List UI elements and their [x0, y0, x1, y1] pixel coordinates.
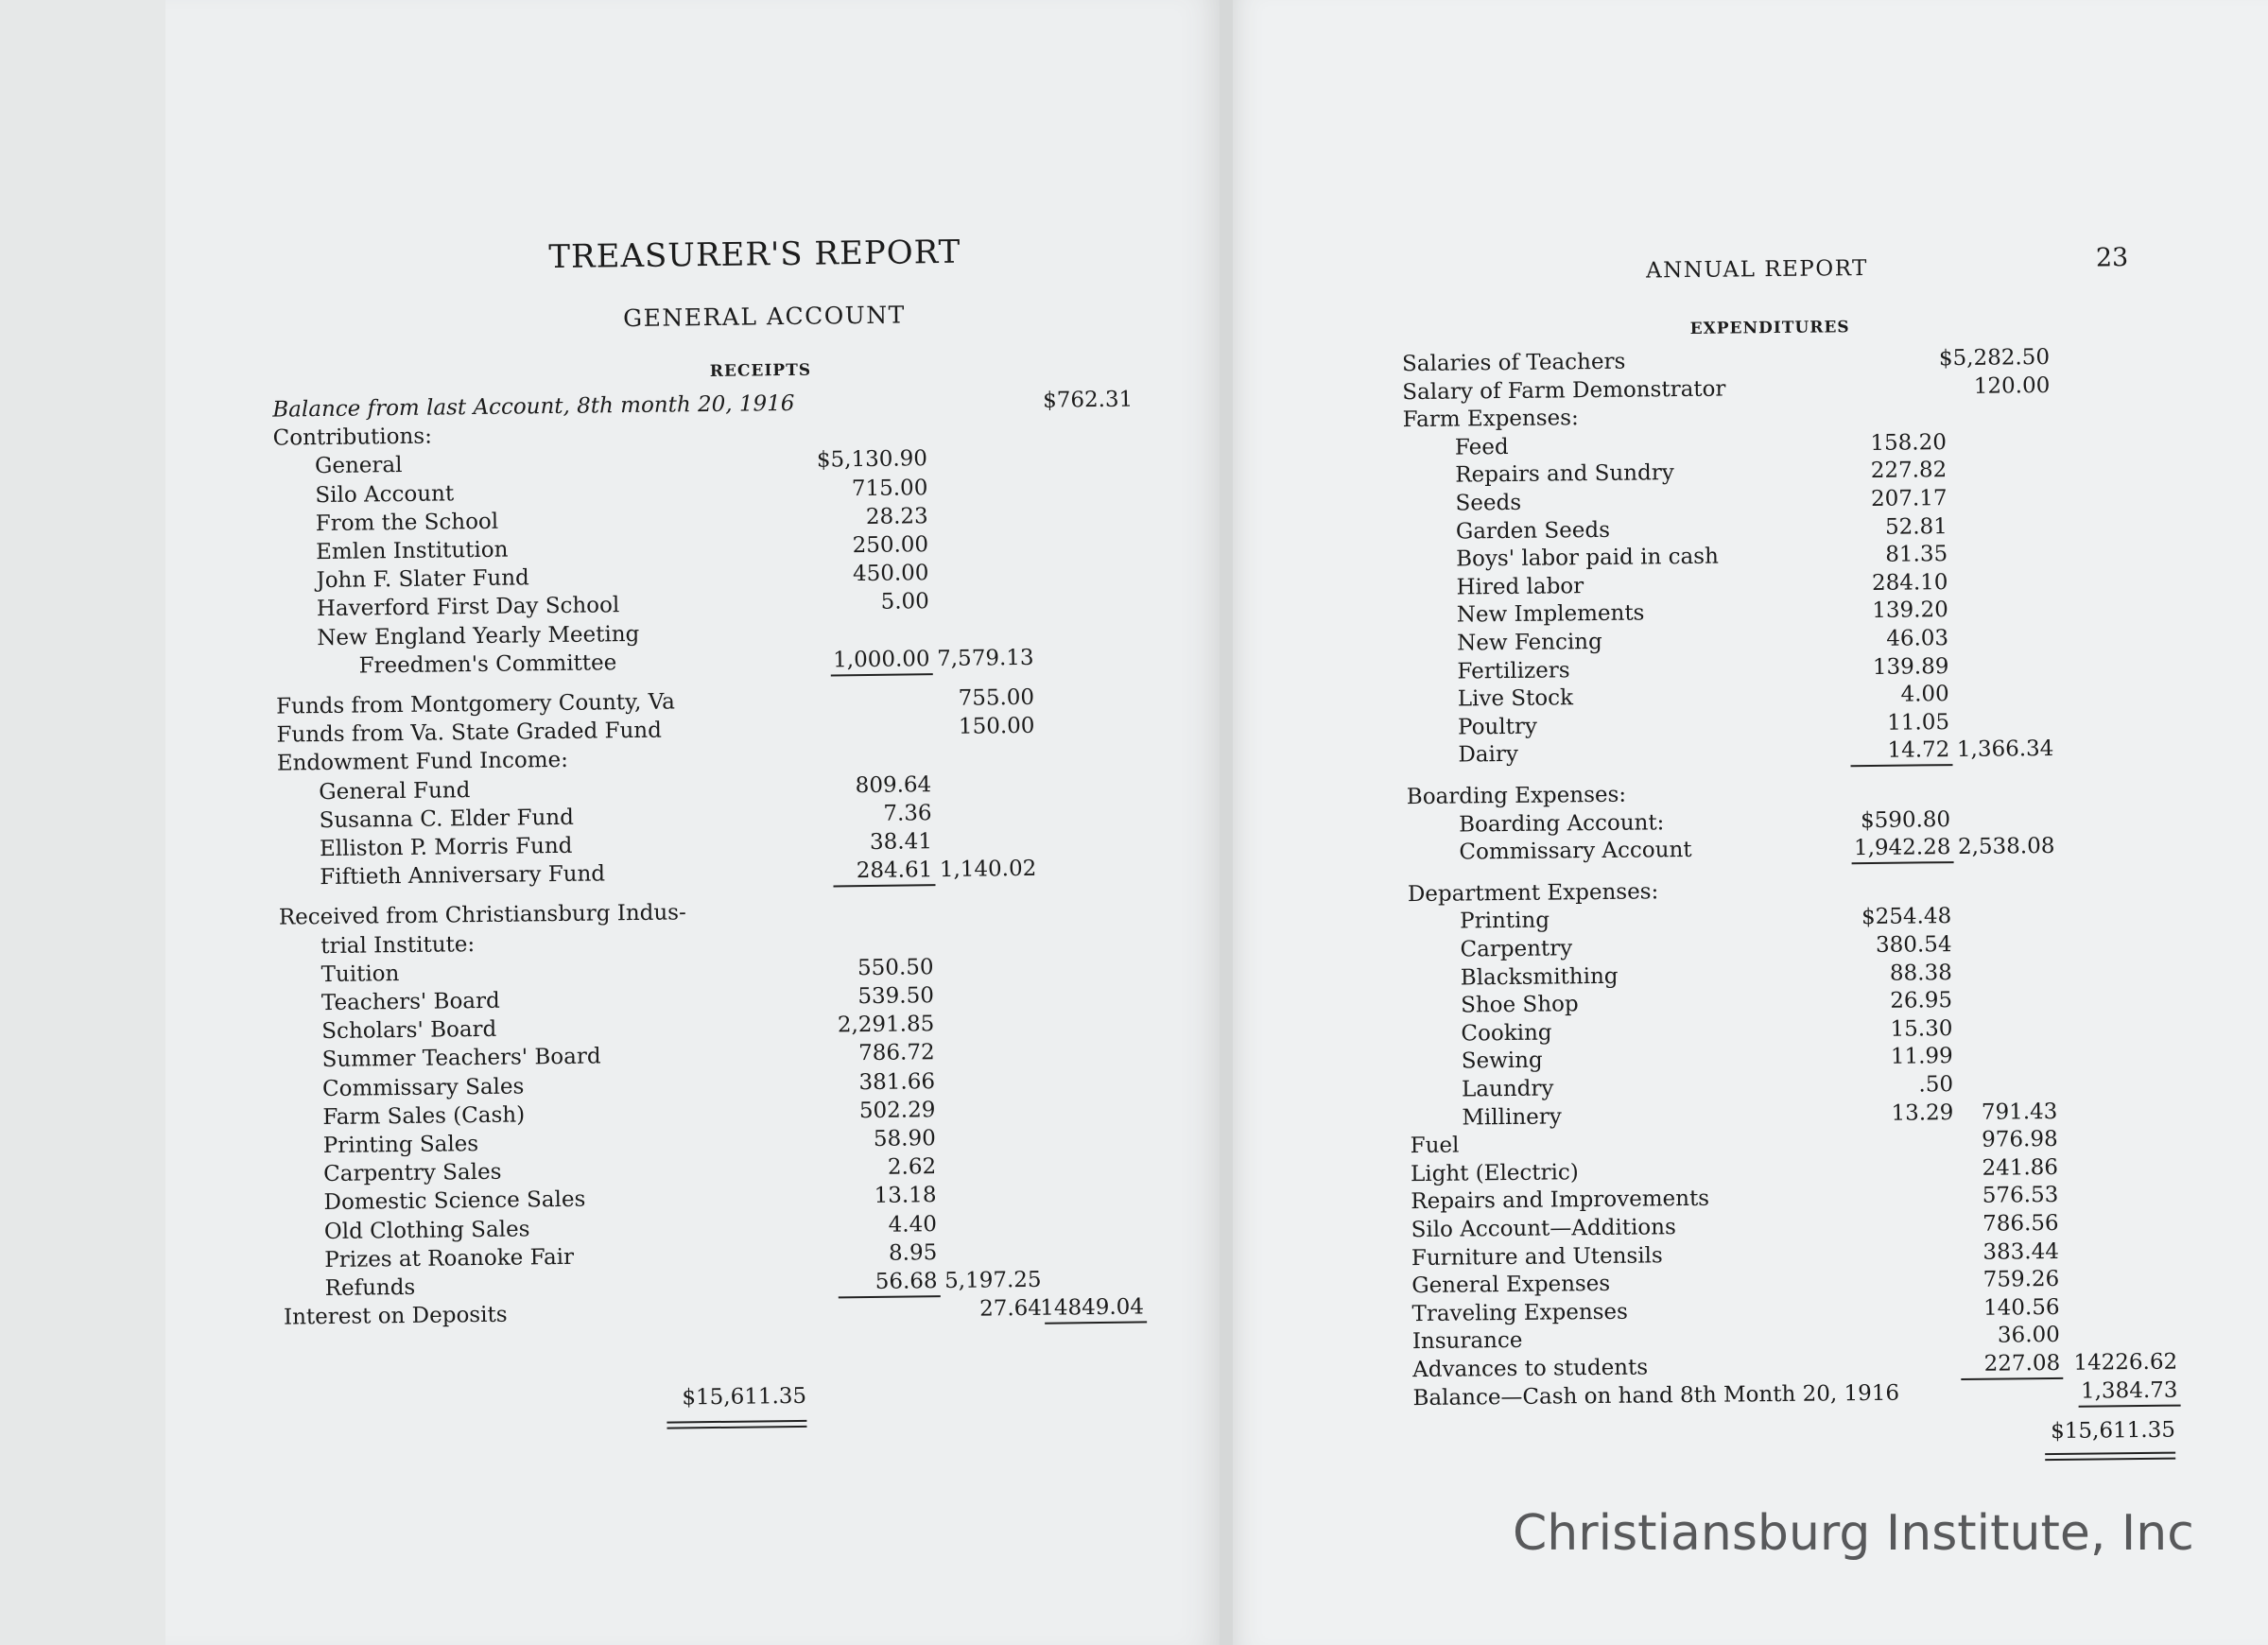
receipts-amount-col1: 1,000.00 [833, 646, 930, 673]
expenditures-amount-col2: 759.26 [1982, 1267, 2060, 1292]
book-gutter [1220, 0, 1233, 1645]
receipts-grand-total: $15,611.35 [682, 1383, 807, 1411]
receipts-amount-col1: $5,130.90 [816, 446, 928, 474]
expenditures-label: New Implements [1456, 600, 1645, 628]
expenditures-amount-col2: 140.56 [1982, 1294, 2060, 1321]
receipts-label: Refunds [324, 1274, 416, 1302]
running-head: ANNUAL REPORT [1645, 255, 1869, 284]
receipts-amount-col1: 250.00 [852, 532, 929, 559]
expenditures-amount-col2: 791.43 [1981, 1099, 2058, 1125]
expenditures-heading: EXPENDITURES [1689, 318, 1850, 338]
expenditures-amount-col1: $590.80 [1860, 806, 1951, 833]
expenditures-label: Balance—Cash on hand 8th Month 20, 1916 [1412, 1380, 1900, 1411]
expenditures-amount-col1: 81.35 [1885, 542, 1948, 567]
expenditures-label: Carpentry [1460, 936, 1573, 962]
receipts-amount-col1: 786.72 [858, 1040, 935, 1066]
right-page [1233, 0, 2268, 1645]
expenditures-label: Printing [1460, 908, 1550, 934]
receipts-label: Farm Sales (Cash) [322, 1102, 526, 1130]
receipts-label: trial Institute: [320, 931, 476, 959]
watermark: Christiansburg Institute, Inc [1513, 1505, 2194, 1562]
expenditures-amount-col1: 1,942.28 [1853, 835, 1951, 861]
expenditures-label: Repairs and Improvements [1411, 1186, 1710, 1215]
receipts-label: Elliston P. Morris Fund [319, 833, 573, 862]
receipts-amount-col2: 755.00 [958, 684, 1035, 711]
expenditures-amount-col1: 26.95 [1890, 988, 1953, 1013]
receipts-amount-col1: 715.00 [851, 475, 928, 501]
expenditures-amount-col1: 14.72 [1887, 737, 1950, 764]
expenditures-label: Live Stock [1457, 685, 1574, 712]
receipts-amount-col1: 4.40 [888, 1211, 938, 1238]
receipts-label: Domestic Science Sales [323, 1187, 586, 1216]
receipts-amount-col1: 58.90 [873, 1126, 936, 1152]
receipts-amount-col2: 150.00 [958, 714, 1035, 739]
expenditures-label: Garden Seeds [1455, 517, 1611, 545]
expenditures-amount-col3: 1,384.73 [2080, 1377, 2178, 1404]
receipts-sum-rule [831, 673, 933, 676]
expenditures-label: Furniture and Utensils [1411, 1242, 1663, 1271]
receipts-label: Received from Christiansburg Indus- [278, 900, 686, 930]
expenditures-amount-col1: .50 [1918, 1072, 1954, 1098]
receipts-amount-col2: 27.64 [978, 1295, 1043, 1322]
receipts-amount-col1: 5.00 [880, 589, 929, 615]
expenditures-amount-col1: 158.20 [1870, 429, 1948, 456]
expenditures-label: Shoe Shop [1461, 992, 1579, 1018]
receipts-label: Emlen Institution [315, 537, 509, 565]
receipts-sum-rule [1045, 1322, 1147, 1325]
expenditures-amount-col2: 227.08 [1983, 1350, 2061, 1377]
receipts-amount-col1: 502.29 [858, 1097, 936, 1123]
expenditures-amount-col1: $254.48 [1861, 904, 1952, 930]
expenditures-label: Feed [1454, 434, 1509, 460]
receipts-label: Silo Account [315, 480, 455, 508]
expenditures-sum-rule [1851, 764, 1953, 767]
receipts-amount-col3: 14849.04 [1040, 1294, 1145, 1321]
expenditures-amount-col2: 241.86 [1982, 1154, 2059, 1181]
expenditures-amount-col1: 380.54 [1875, 932, 1952, 958]
receipts-amount-col1: 550.50 [857, 954, 934, 980]
expenditures-label: Laundry [1461, 1076, 1554, 1102]
report-title: TREASURER'S REPORT [548, 233, 961, 277]
receipts-label: Prizes at Roanoke Fair [324, 1244, 575, 1273]
receipts-label: Fiftieth Anniversary Fund [320, 861, 606, 891]
book-edge [0, 0, 165, 1645]
left-page [165, 0, 1220, 1645]
expenditures-amount-col2: 1,366.34 [1956, 736, 2054, 763]
expenditures-label: Light (Electric) [1410, 1160, 1579, 1186]
expenditures-amount-col2: 120.00 [1973, 372, 2051, 399]
expenditures-amount-col2: 576.53 [1982, 1183, 2059, 1209]
expenditures-amount-col1: 284.10 [1871, 569, 1948, 596]
receipts-label: New England Yearly Meeting [317, 621, 640, 650]
expenditures-ledger [1233, 0, 2268, 1645]
receipts-label: From the School [315, 509, 499, 536]
grand-total-double-rule [2045, 1452, 2175, 1461]
receipts-amount-col1: 381.66 [858, 1068, 936, 1095]
expenditures-amount-col2: 383.44 [1982, 1238, 2060, 1265]
expenditures-label: Traveling Expenses [1411, 1299, 1629, 1326]
receipts-label: Haverford First Day School [316, 593, 620, 622]
expenditures-label: Boarding Account: [1459, 809, 1665, 838]
receipts-amount-col1: 450.00 [852, 561, 929, 587]
receipts-label: Teachers' Board [320, 988, 500, 1016]
receipts-amount-col1: 13.18 [874, 1183, 937, 1209]
page-number: 23 [2095, 243, 2129, 273]
receipts-label: Contributions: [272, 424, 433, 451]
expenditures-label: Seeds [1455, 490, 1522, 516]
expenditures-amount-col1: 11.99 [1890, 1044, 1953, 1070]
receipts-label: Printing Sales [322, 1132, 479, 1159]
receipts-amount-col3: $762.31 [1042, 387, 1134, 413]
receipts-label: General [314, 453, 403, 479]
receipts-amount-col1: 8.95 [888, 1239, 938, 1266]
expenditures-amount-col1: 15.30 [1890, 1015, 1953, 1042]
receipts-amount-col1: 56.68 [874, 1269, 938, 1294]
receipts-label: Interest on Deposits [283, 1302, 508, 1330]
expenditures-amount-col1: 207.17 [1870, 486, 1948, 511]
expenditures-label: Dairy [1458, 742, 1519, 768]
expenditures-amount-col1: 46.03 [1886, 626, 1949, 651]
expenditures-amount-col1: 227.82 [1870, 458, 1948, 484]
expenditures-amount-col1: 88.38 [1889, 960, 1952, 986]
receipts-label: Endowment Fund Income: [276, 748, 569, 777]
expenditures-label: Farm Expenses: [1402, 406, 1579, 433]
expenditures-label: Millinery [1462, 1104, 1562, 1131]
expenditures-label: Department Expenses: [1407, 879, 1659, 907]
account-subtitle: GENERAL ACCOUNT [622, 301, 907, 333]
receipts-label: John F. Slater Fund [316, 565, 529, 594]
expenditures-label: Silo Account—Additions [1411, 1215, 1676, 1243]
receipts-amount-col2: 1,140.02 [939, 857, 1037, 883]
receipts-amount-col1: 2,291.85 [837, 1012, 935, 1038]
receipts-label: Old Clothing Sales [323, 1216, 530, 1244]
receipts-label: Commissary Sales [321, 1074, 525, 1101]
expenditures-label: Insurance [1411, 1328, 1523, 1355]
receipts-label: Summer Teachers' Board [321, 1044, 601, 1073]
expenditures-label: General Expenses [1411, 1272, 1611, 1299]
expenditures-label: Poultry [1457, 714, 1537, 740]
receipts-label: Susanna C. Elder Fund [319, 805, 574, 833]
expenditures-amount-col2: 2,538.08 [1957, 834, 2055, 860]
receipts-amount-col1: 809.64 [855, 771, 932, 798]
expenditures-label: Advances to students [1412, 1355, 1649, 1383]
expenditures-label: Boarding Expenses: [1406, 782, 1627, 810]
expenditures-amount-col3: 14226.62 [2073, 1349, 2178, 1376]
expenditures-amount-col1: 139.89 [1872, 653, 1949, 680]
receipts-amount-col1: 539.50 [857, 983, 935, 1010]
expenditures-amount-col2: 786.56 [1982, 1210, 2059, 1237]
expenditures-label: Hired labor [1456, 573, 1584, 600]
receipts-label: Carpentry Sales [323, 1159, 502, 1187]
receipts-heading: RECEIPTS [709, 360, 812, 381]
receipts-label: Scholars' Board [321, 1016, 497, 1045]
receipts-label: General Fund [319, 777, 471, 805]
expenditures-sum-rule [2079, 1404, 2181, 1407]
receipts-label: Balance from last Account, 8th month 20, 1916 [272, 390, 795, 423]
expenditures-sum-rule [1852, 861, 1954, 864]
receipts-amount-col2: 7,579.13 [936, 645, 1034, 671]
receipts-amount-col1: 284.61 [856, 857, 933, 884]
expenditures-amount-col1: 52.81 [1884, 513, 1948, 540]
expenditures-amount-col2: 976.98 [1982, 1127, 2058, 1152]
expenditures-amount-col1: 11.05 [1887, 709, 1950, 736]
expenditures-label: Salaries of Teachers [1401, 349, 1626, 377]
expenditures-amount-col1: 139.20 [1872, 597, 1948, 624]
receipts-amount-col1: 28.23 [865, 503, 928, 529]
receipts-label: Funds from Montgomery County, Va [275, 689, 676, 719]
expenditures-label: Blacksmithing [1460, 963, 1619, 991]
expenditures-label: Fertilizers [1457, 657, 1570, 684]
receipts-label: Freedmen's Committee [358, 650, 617, 679]
expenditures-amount-col1: 4.00 [1900, 682, 1949, 707]
expenditures-label: New Fencing [1457, 629, 1602, 656]
expenditures-label: Boys' labor paid in cash [1456, 544, 1719, 572]
expenditures-label: Commissary Account [1459, 838, 1692, 865]
expenditures-amount-col2: $5,282.50 [1938, 344, 2051, 372]
expenditures-amount-col2: 36.00 [1997, 1323, 2060, 1348]
expenditures-grand-total: $15,611.35 [2051, 1417, 2176, 1445]
receipts-label: Funds from Va. State Graded Fund [276, 718, 663, 748]
receipts-amount-col2: 5,197.25 [944, 1267, 1042, 1294]
receipts-amount-col1: 38.41 [869, 829, 933, 855]
expenditures-amount-col1: 13.29 [1891, 1100, 1954, 1126]
expenditures-label: Cooking [1461, 1020, 1552, 1047]
expenditures-label: Sewing [1461, 1048, 1543, 1074]
expenditures-label: Salary of Farm Demonstrator [1402, 376, 1726, 405]
receipts-sum-rule [833, 884, 935, 887]
receipts-amount-col1: 2.62 [887, 1154, 937, 1180]
expenditures-label: Repairs and Sundry [1455, 460, 1674, 488]
expenditures-label: Fuel [1410, 1133, 1460, 1159]
receipts-amount-col1: 7.36 [883, 800, 932, 826]
receipts-label: Tuition [320, 961, 400, 987]
